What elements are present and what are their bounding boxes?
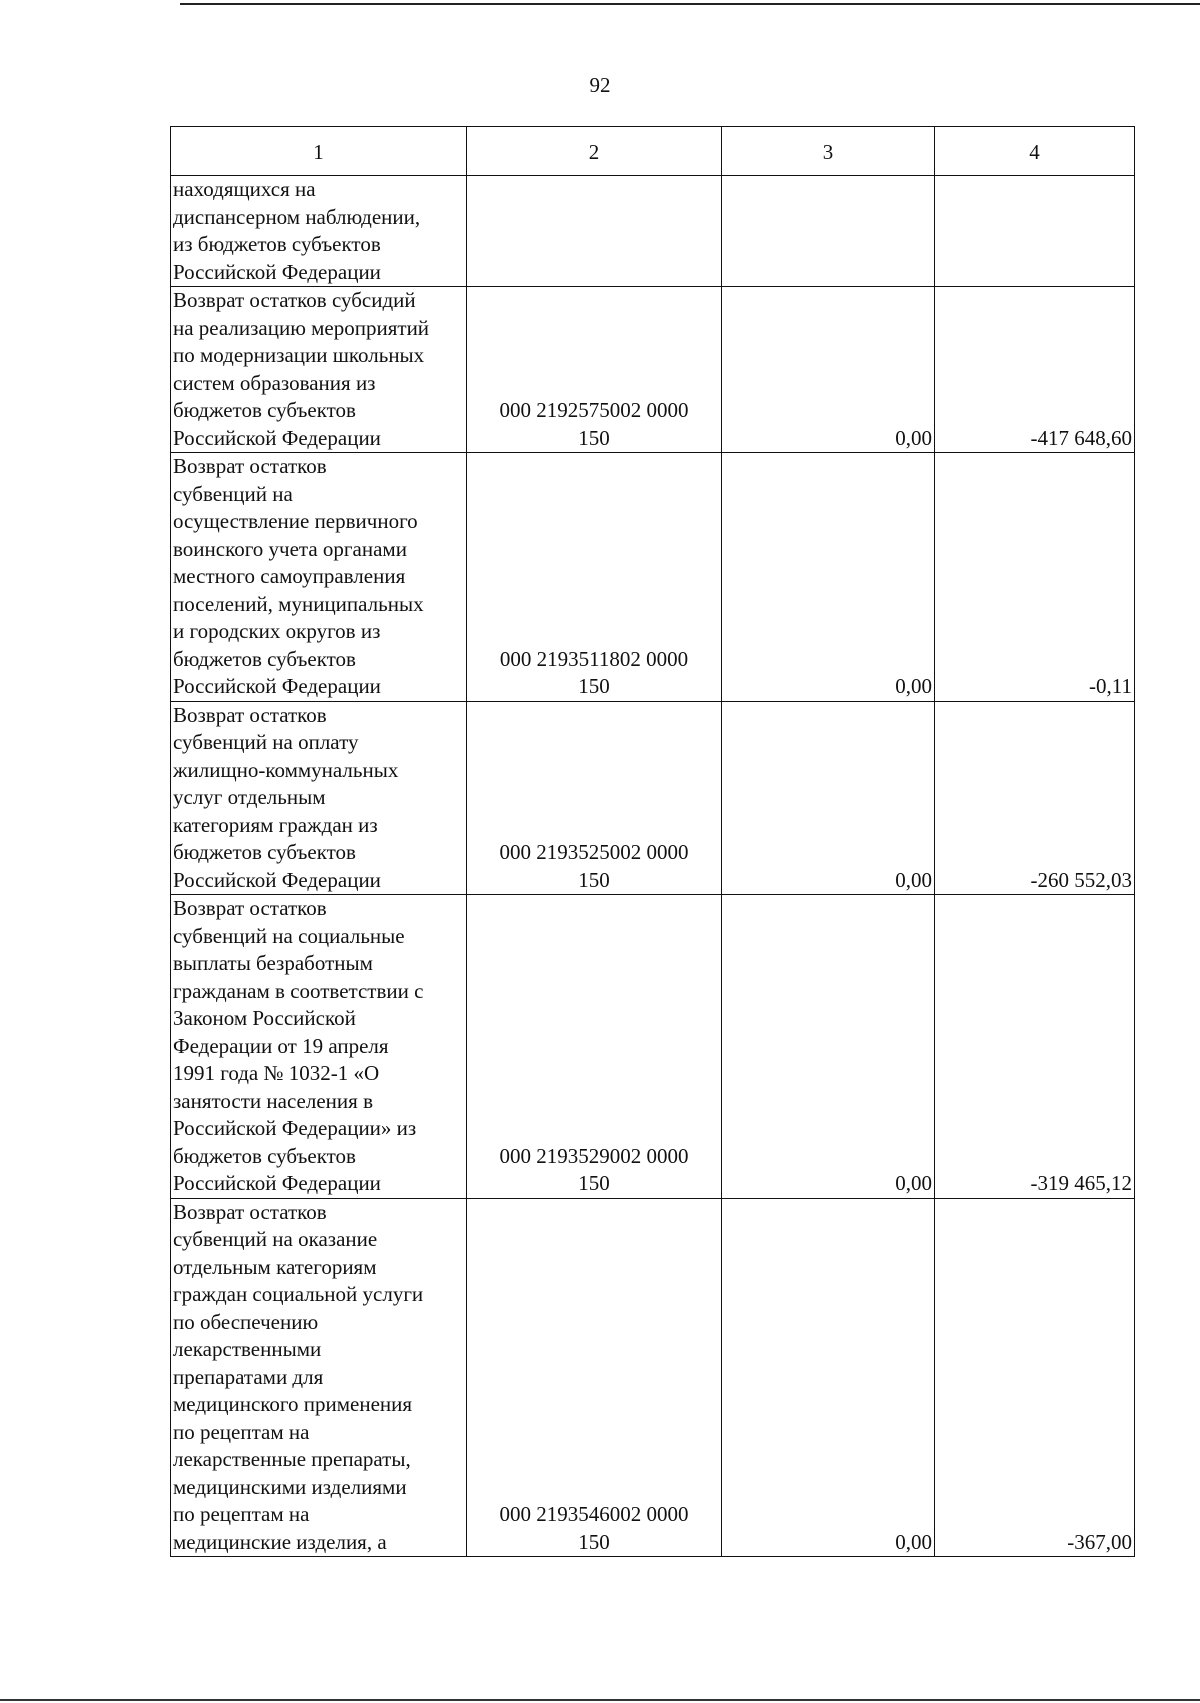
row-col3-value: 0,00 [722,453,935,702]
table-row [171,176,1135,287]
row-code: 000 2193511802 0000 150 [467,453,722,702]
row-col3-value: 0,00 [722,895,935,1199]
row-description: Возврат остатков субвенций на оказание отдельным категориям граждан социальной услуги по обеспечению лекарственными препаратами для медицинского применения по рецептам на лекарственные препараты, медицинскими изделиями по рецептам на медицинские изделия, а [171,1198,467,1557]
column-header: 4 [935,127,1135,176]
row-code: 000 2193546002 0000 150 [467,1198,722,1557]
row-col4-value: -260 552,03 [935,701,1135,895]
row-code: 000 2192575002 0000 150 [467,287,722,453]
row-col4-value: -417 648,60 [935,287,1135,453]
budget-table [170,126,1135,1557]
row-description: Возврат остатков субвенций на оплату жилищно-коммунальных услуг отдельным категориям граждан из бюджетов субъектов Российской Федерации [171,701,467,895]
row-code: 000 2193529002 0000 150 [467,895,722,1199]
row-col3-value: 0,00 [722,287,935,453]
table-row [171,895,1135,1199]
row-col4-value: -319 465,12 [935,895,1135,1199]
row-col3-value: 0,00 [722,1198,935,1557]
scan-edge-top [180,3,1200,5]
column-header: 3 [722,127,935,176]
row-col4-value: -367,00 [935,1198,1135,1557]
row-col3-value [722,176,935,287]
table-row [171,1198,1135,1557]
row-col4-value [935,176,1135,287]
table-header-row [171,127,1135,176]
row-code: 000 2193525002 0000 150 [467,701,722,895]
column-header: 1 [171,127,467,176]
page-number: 92 [589,73,611,97]
row-description: Возврат остатков субсидий на реализацию мероприятий по модернизации школьных систем образования из бюджетов субъектов Российской Федерации [171,287,467,453]
scan-edge-bottom [0,1699,1200,1701]
row-code [467,176,722,287]
table-row [171,453,1135,702]
table-row [171,701,1135,895]
row-col3-value: 0,00 [722,701,935,895]
row-description: Возврат остатков субвенций на осуществление первичного воинского учета органами местного самоуправления поселений, муниципальных и городских округов из бюджетов субъектов Российской Федерации [171,453,467,702]
row-col4-value: -0,11 [935,453,1135,702]
column-header: 2 [467,127,722,176]
row-description: находящихся на диспансерном наблюдении, из бюджетов субъектов Российской Федерации [171,176,467,287]
row-description: Возврат остатков субвенций на социальные выплаты безработным гражданам в соответствии с Законом Российской Федерации от 19 апреля 1991 года № 1032-1 «О занятости населения в Российской Федерации» из бюджетов субъектов Российской Федерации [171,895,467,1199]
table-row [171,287,1135,453]
